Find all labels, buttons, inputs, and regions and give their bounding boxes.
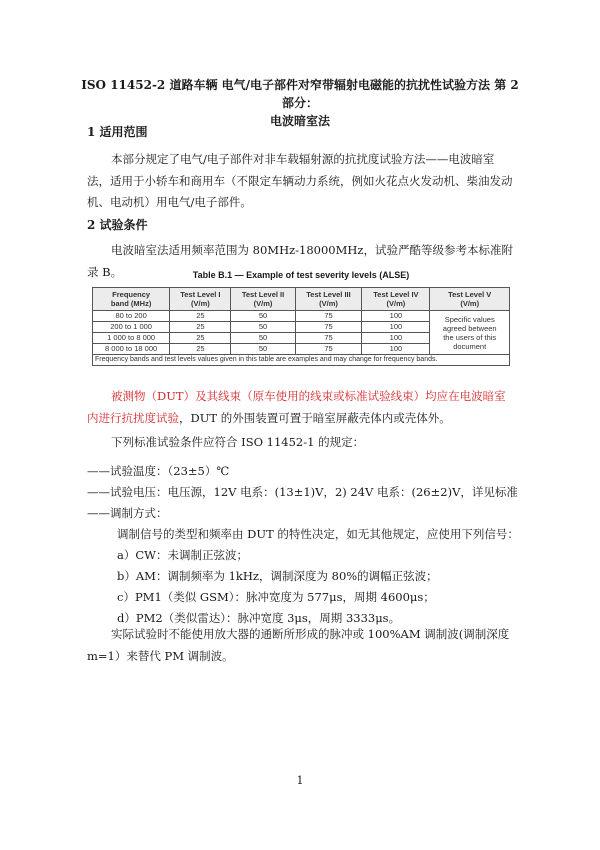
dut-paragraph [87,386,517,429]
document-title [80,76,520,130]
header-level-5: Test Level V (V/m) [430,288,510,311]
modulation-intro: 调制信号的类型和频率由 DUT 的特性决定，如无其他规定，应使用下列信号： [117,527,519,541]
table-row: 80 to 200 25 50 75 100 Specific values agreed between the users of this document [93,311,510,322]
page-number: 1 [296,774,304,787]
modulation-c: c）PM1（类似 GSM）：脉冲宽度为 577μs，周期 4600μs； [117,590,435,604]
table-row: 8 000 to 18 000 25 50 75 100 [93,344,510,355]
header-level-4: Test Level IV (V/m) [362,288,430,311]
modulation-a: a）CW：未调制正弦波； [117,548,248,562]
header-level-3: Test Level III (V/m) [295,288,362,311]
modulation-d: d）PM2（类似雷达）：脉冲宽度 3μs，周期 3333μs。 [117,611,401,625]
dut-rest-text: ，DUT 的外围装置可置于暗室屏蔽壳体内或壳体外。 [179,410,451,425]
condition-modulation: ——调制方式： [87,506,168,520]
header-level-2: Test Level II (V/m) [231,288,295,311]
dut-red-text: 被测物（DUT）及其线束（原车使用的线束或标准试验线束）均应在电波暗室内进行抗扰度试验 [87,389,506,425]
title-line-1: ISO 11452-2 道路车辆 电气/电子部件对窄带辐射电磁能的抗扰性试验方法 第 2 部分： [81,78,519,110]
section-2-intro: 电波暗室法适用频率范围为 80MHz-18000MHz，试验严酷等级参考本标准附录 B。 [87,243,513,279]
header-level-1: Test Level I (V/m) [170,288,231,311]
level-5-note: Specific values agreed between the users of this document [430,311,510,355]
header-frequency: Frequency band (MHz) [93,288,170,311]
table-row: 200 to 1 000 25 50 75 100 [93,322,510,333]
severity-table [92,287,510,366]
section-1-body: 本部分规定了电气/电子部件对非车载辐射源的抗扰度试验方法——电波暗室法，适用于小轿车和商用车（不限定车辆动力系统，例如火花点火发动机、柴油发动机、电动机）用电气/电子部件。 [87,152,513,209]
modulation-b: b）AM：调制频率为 1kHz，调制深度为 80%的调幅正弦波； [117,569,438,583]
section-2-heading: 2 试验条件 [87,218,148,232]
condition-voltage: ——试验电压：电压源，12V 电系：(13±1)V，2) 24V 电系：(26±2)V，详见标准 [87,485,518,499]
final-paragraph: 实际试验时不能使用放大器的通断所形成的脉冲或 100%AM 调制波(调制深度 m=1）来替代 PM 调制波。 [87,627,510,663]
table-title: Table B.1 — Example of test severity levels (ALSE) [192,270,410,280]
section-1-heading: 1 适用范围 [87,125,148,139]
table-header-row [93,288,510,311]
table-footnote: Frequency bands and test levels values given in this table are examples and may change for frequency bands. [93,355,510,366]
conditions-intro: 下列标准试验条件应符合 ISO 11452-1 的规定： [111,435,365,449]
condition-temperature: ——试验温度：（23±5）℃ [87,464,230,478]
table-footnote-row [93,355,510,366]
title-line-2: 电波暗室法 [269,114,330,128]
table-row: 1 000 to 8 000 25 50 75 100 [93,333,510,344]
